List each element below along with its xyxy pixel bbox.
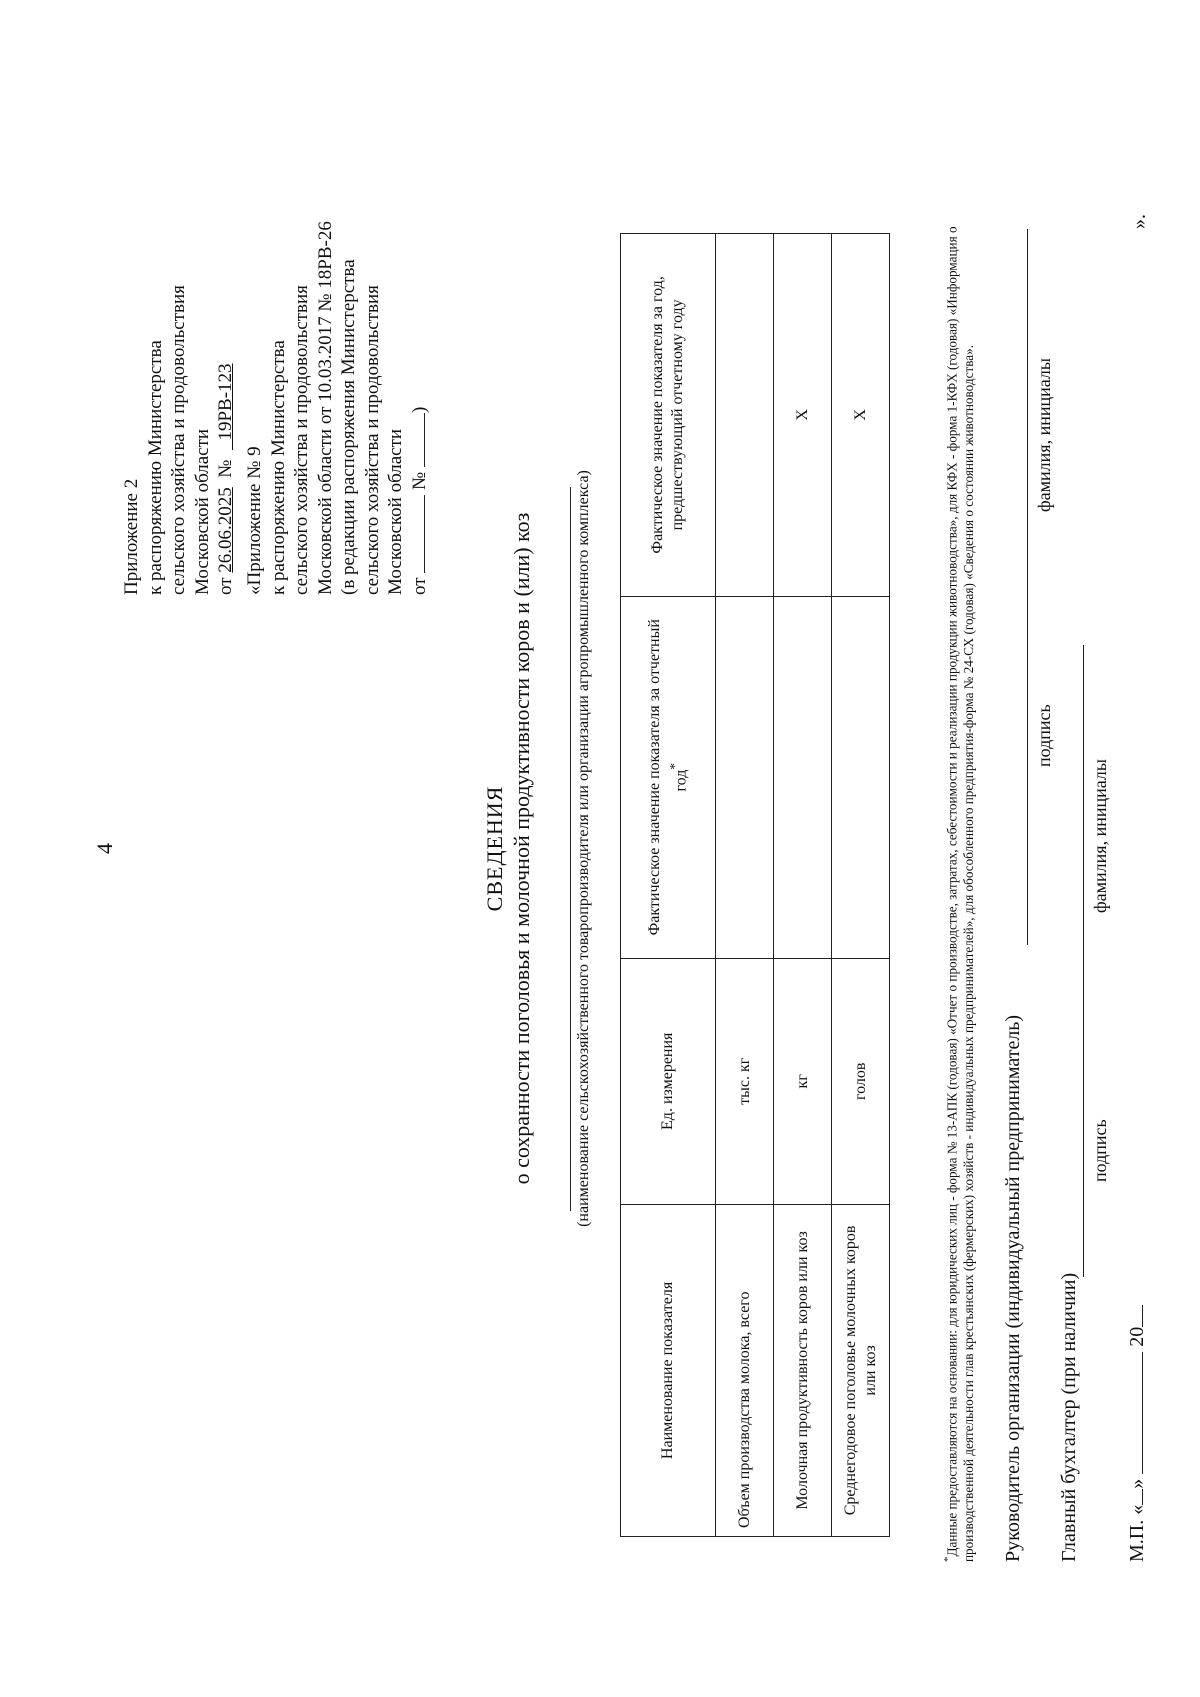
indicators-table [620, 233, 890, 1537]
row-milk-volume-current[interactable] [716, 596, 774, 958]
table-header-row [621, 234, 716, 1537]
document-title: СВЕДЕНИЯ [482, 785, 507, 912]
annex-old-line7: Московской области [385, 428, 406, 595]
annex-new-line4: Московской области [191, 428, 213, 595]
header-current-year: Фактическое значение показателя за отчетный год* [621, 596, 716, 958]
annex-old-line5: (в редакции распоряжения Министерства [338, 259, 359, 595]
page-number: 4 [92, 843, 117, 854]
annex-old-number-blank [424, 413, 425, 467]
day-blank[interactable] [1142, 1489, 1143, 1505]
annex-old-line4: Московской области от 10.03.2017 № 18РВ-26 [314, 221, 336, 595]
organization-name-line [570, 487, 571, 1211]
accountant-signature-line[interactable] [1083, 645, 1084, 1277]
accountant-signature-label: Главный бухгалтер (при наличии) [1058, 1272, 1080, 1562]
table-row [832, 234, 890, 1537]
accountant-name-caption: фамилия, инициалы [1090, 759, 1110, 913]
year-blank[interactable] [1142, 1305, 1143, 1327]
annex-old-date-line [408, 221, 432, 595]
organization-name-caption: (наименование сельскохозяйственного товаропроизводителя или организации агропромышленного комплекса) [575, 470, 592, 1227]
accountant-signature-caption: подпись [1090, 1119, 1110, 1182]
annex-old-date-prefix: от [408, 577, 430, 595]
annex-old-date-blank [424, 495, 425, 573]
annex-new-number-sign: № [215, 459, 236, 478]
row-milk-productivity-name: Молочная продуктивность коров или коз [774, 1204, 832, 1536]
row-herd-size-current[interactable] [832, 596, 890, 958]
annex-new-line3: сельского хозяйства и продовольствия [168, 285, 189, 595]
head-name-caption: фамилия, инициалы [1034, 358, 1054, 512]
row-herd-size-name: Среднегодовое поголовье молочных коров или коз [832, 1204, 890, 1536]
row-milk-volume-previous[interactable] [716, 234, 774, 597]
row-milk-volume-name: Объем производства молока, всего [716, 1204, 774, 1536]
annex-old-line2: к распоряжению Министерства [267, 340, 289, 595]
stamp-label: М.П. [1126, 1519, 1148, 1562]
header-unit: Ед. измерения [621, 958, 716, 1204]
footnote-text: Данные предоставляются на основании: для юридических лиц - форма № 13-АПК (годовая) «Отчет о производстве, затратах, себестоимости и реализации продукции животноводства», для КФХ - форма 1-КФХ (годовая) «Информация о производственной деятельности глав крестьянских (фермерских) хозяйств - индивидуальных предпринимателей», для обособленного предприятия-форма № 24-СХ (годовая) «Сведения о состоянии животноводства». [944, 226, 977, 1562]
annex-block-old [243, 221, 431, 595]
header-indicator-name: Наименование показателя [621, 1204, 716, 1536]
annex-new-line2: к распоряжению Министерства [144, 340, 166, 595]
annex-old-line3: сельского хозяйства и продовольствия [291, 285, 312, 595]
annex-new-number: 19РВ-123 [215, 363, 236, 441]
annex-new-date: 26.06.2025 [215, 487, 236, 573]
annex-old-close: ) [408, 406, 430, 414]
annex-old-line1: «Приложение № 9 [244, 446, 265, 595]
row-herd-size-unit: голов [832, 958, 890, 1204]
table-row [774, 234, 832, 1537]
row-milk-productivity-current[interactable] [774, 596, 832, 958]
document-subtitle: о сохранности поголовья и молочной продуктивности коров и (или) коз [509, 512, 534, 1185]
annex-new-line1: Приложение 2 [121, 478, 142, 595]
closing-quote: ». [1128, 214, 1150, 229]
annex-old-number-sign: № [408, 471, 430, 490]
row-milk-productivity-unit: кг [774, 958, 832, 1204]
year-prefix: 20 [1126, 1326, 1148, 1347]
head-signature-line[interactable] [1027, 229, 1028, 945]
head-signature-label: Руководитель организации (индивидуальный предприниматель) [1002, 1014, 1024, 1562]
row-herd-size-previous: Х [832, 234, 890, 597]
footnote: *Данные предоставляются на основании: для юридических лиц - форма № 13-АПК (годовая) «Отчет о производстве, затратах, себестоимости и реализации продукции животноводства», для КФХ - форма 1-КФХ (годовая) «Информация о производственной деятельности глав крестьянских (фермерских) хозяйств - индивидуальных предпринимателей», для обособленного предприятия-форма № 24-СХ (годовая) «Сведения о состоянии животноводства». [942, 226, 977, 1562]
row-milk-productivity-previous: Х [774, 234, 832, 597]
header-previous-year: Фактическое значение показателя за год, предшествующий отчетному году [621, 234, 716, 597]
annex-new-date-line [214, 285, 238, 595]
row-milk-volume-unit: тыс. кг [716, 958, 774, 1204]
annex-block-new [120, 285, 238, 595]
annex-new-date-prefix: от [215, 577, 236, 595]
stamp-date-line: М.П. «» 20 [1126, 1305, 1149, 1562]
table-row [716, 234, 774, 1537]
head-signature-caption: подпись [1034, 704, 1054, 767]
month-blank[interactable] [1142, 1352, 1143, 1474]
annex-old-line6: сельского хозяйства и продовольствия [361, 285, 383, 595]
